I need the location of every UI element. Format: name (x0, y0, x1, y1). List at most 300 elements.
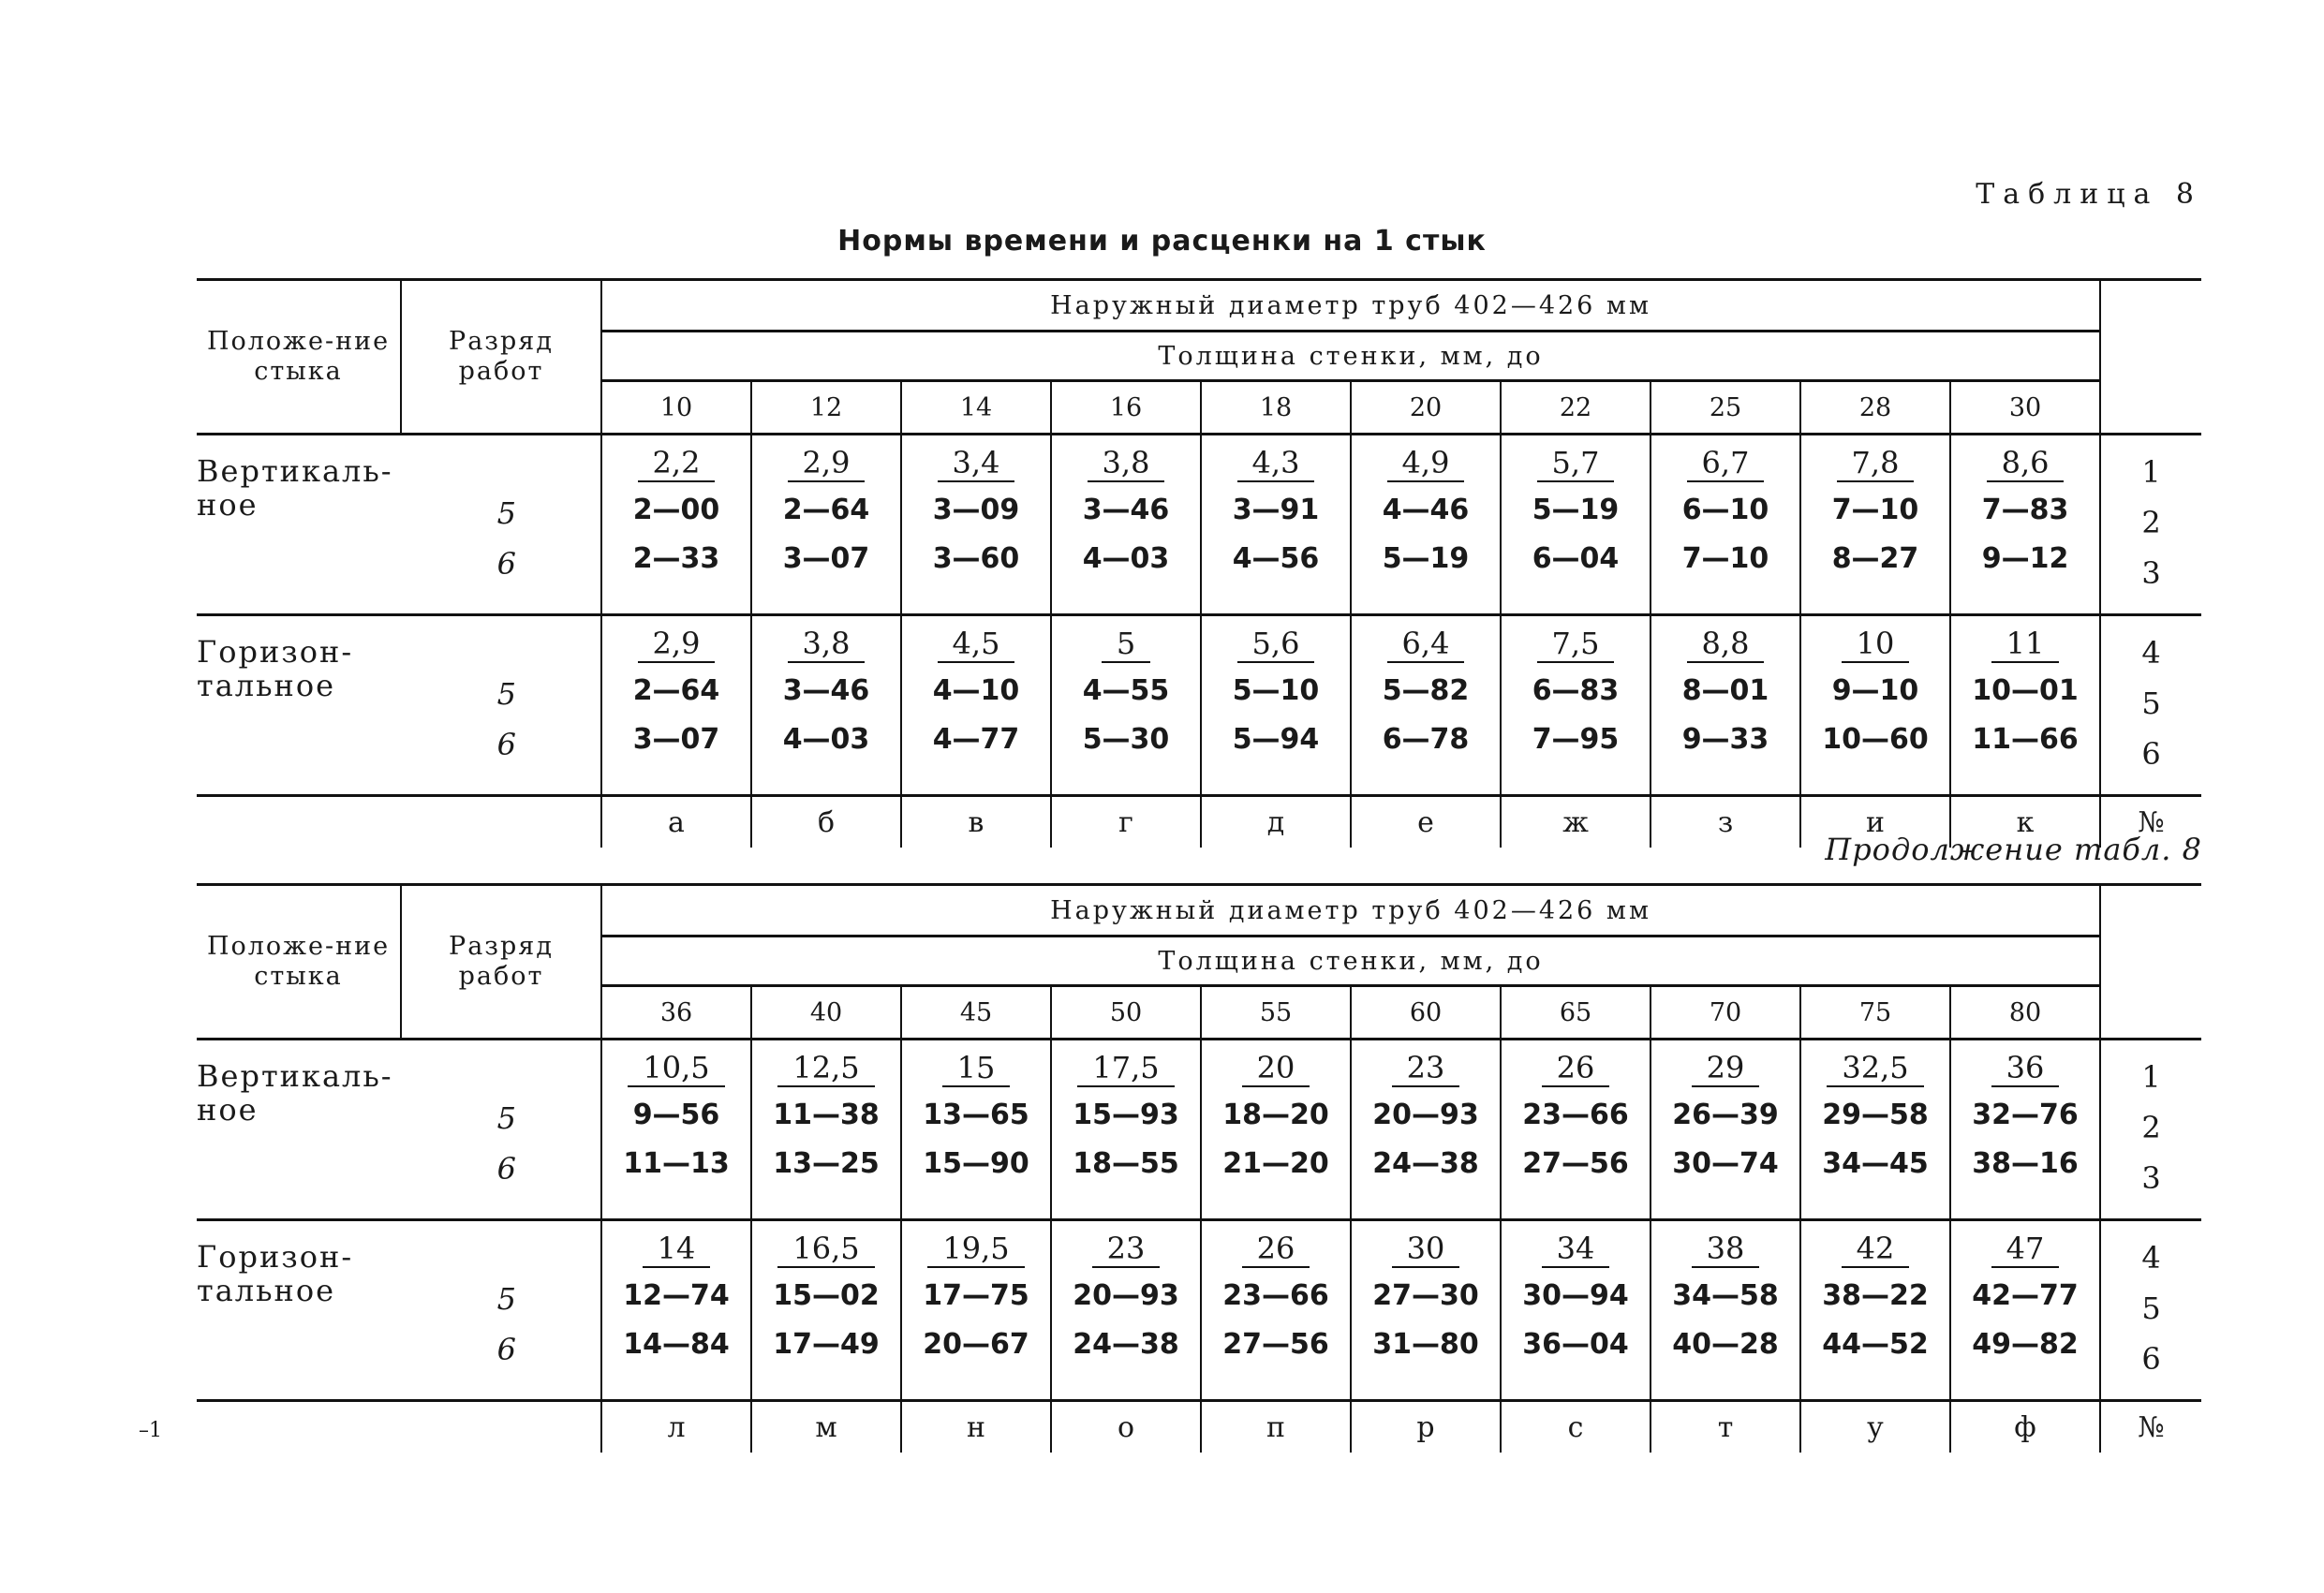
column-letter-cell (1501, 796, 1650, 848)
price-grade-5: 30—94 (1522, 1279, 1629, 1312)
value-cell (1950, 1220, 2100, 1401)
price-grade-6: 21—20 (1222, 1147, 1329, 1180)
header-wall-label: Толщина стенки, мм, до (1158, 946, 1544, 976)
price-grade-6: 38—16 (1972, 1147, 2079, 1180)
value-cell (601, 435, 751, 615)
thickness-value: 28 (1858, 392, 1892, 422)
value-cell (901, 1220, 1051, 1401)
thickness-value: 55 (1259, 997, 1293, 1027)
row-number: 1 (2141, 1059, 2161, 1095)
number-symbol: № (2138, 1410, 2165, 1444)
time-norm: 26 (1242, 1232, 1310, 1268)
column-letter: е (1417, 805, 1434, 839)
price-grade-6: 2—33 (632, 542, 720, 575)
row-numbers-horizontal (2100, 1220, 2201, 1401)
column-letter: н (967, 1410, 985, 1444)
price-grade-5: 4—10 (932, 674, 1020, 707)
value-cell (901, 1040, 1051, 1220)
time-norm: 2,2 (638, 447, 716, 482)
row-number: 3 (2141, 1160, 2161, 1196)
time-norm: 42 (1842, 1232, 1910, 1268)
column-letter: п (1266, 1410, 1285, 1444)
column-letter-cell (1351, 796, 1501, 848)
time-norm: 7,5 (1537, 627, 1615, 663)
price-grade-6: 7—95 (1532, 723, 1620, 756)
grade-value: 5 (496, 1281, 516, 1317)
thickness-cell (901, 986, 1051, 1040)
price-grade-5: 26—39 (1672, 1099, 1779, 1131)
time-norm: 34 (1542, 1232, 1610, 1268)
price-grade-5: 12—74 (623, 1279, 730, 1312)
time-norm: 38 (1692, 1232, 1760, 1268)
thickness-cell (1800, 986, 1950, 1040)
grade-value: 6 (496, 1151, 516, 1187)
value-cell (1501, 1220, 1650, 1401)
value-cell (1800, 1040, 1950, 1220)
price-grade-6: 7—10 (1681, 542, 1769, 575)
price-grade-6: 3—60 (932, 542, 1020, 575)
thickness-cell (1800, 381, 1950, 435)
value-cell (1950, 435, 2100, 615)
header-grade-label: Разряд работ (449, 932, 554, 991)
grades-vertical (401, 435, 601, 615)
column-letter-cell (601, 796, 751, 848)
position-horizontal (197, 615, 401, 796)
price-grade-6: 6—04 (1532, 542, 1620, 575)
position-label: Горизон-тальное (197, 634, 354, 703)
price-grade-6: 20—67 (923, 1328, 1029, 1361)
price-grade-6: 44—52 (1822, 1328, 1929, 1361)
row-numbers-horizontal (2100, 615, 2201, 796)
thickness-cell (1051, 986, 1201, 1040)
header-wall (601, 937, 2100, 986)
column-letter: з (1717, 805, 1734, 839)
value-cell (1201, 1220, 1351, 1401)
header-wall (601, 332, 2100, 381)
position-label: Вертикаль-ное (197, 453, 393, 523)
price-grade-5: 4—55 (1082, 674, 1170, 707)
price-grade-6: 36—04 (1522, 1328, 1629, 1361)
thickness-value: 30 (2008, 392, 2042, 422)
grade-value: 6 (496, 1332, 516, 1367)
price-grade-5: 34—58 (1672, 1279, 1779, 1312)
header-position-label: Положе-ние стыка (206, 932, 391, 991)
norms-table-part-2 (197, 883, 2201, 1453)
price-grade-5: 5—10 (1232, 674, 1320, 707)
value-cell (601, 1040, 751, 1220)
column-letter-cell (901, 796, 1051, 848)
time-norm: 5,7 (1537, 447, 1615, 482)
thickness-value: 70 (1709, 997, 1742, 1027)
header-row (197, 885, 2201, 937)
price-grade-5: 27—30 (1372, 1279, 1479, 1312)
time-norm: 5,6 (1237, 627, 1315, 663)
price-grade-5: 6—83 (1532, 674, 1620, 707)
thickness-cell (1351, 986, 1501, 1040)
price-grade-5: 2—64 (632, 674, 720, 707)
time-norm: 36 (1991, 1052, 2060, 1087)
time-norm: 6,4 (1387, 627, 1465, 663)
price-grade-5: 20—93 (1372, 1099, 1479, 1131)
column-letter-cell (1650, 1401, 1800, 1453)
position-vertical (197, 435, 401, 615)
thickness-cell (751, 986, 901, 1040)
price-grade-6: 15—90 (923, 1147, 1029, 1180)
header-diameter (601, 885, 2100, 937)
column-letter-cell (751, 796, 901, 848)
thickness-cell (1201, 986, 1351, 1040)
thickness-cell (1501, 986, 1650, 1040)
price-grade-6: 3—07 (632, 723, 720, 756)
price-grade-5: 23—66 (1522, 1099, 1629, 1131)
price-grade-5: 38—22 (1822, 1279, 1929, 1312)
price-grade-5: 7—10 (1831, 494, 1919, 526)
price-grade-5: 3—91 (1232, 494, 1320, 526)
time-norm: 3,4 (938, 447, 1015, 482)
thickness-value: 75 (1858, 997, 1892, 1027)
column-letter: о (1117, 1410, 1135, 1444)
price-grade-6: 11—66 (1972, 723, 2079, 756)
value-cell (1800, 615, 1950, 796)
price-grade-6: 30—74 (1672, 1147, 1779, 1180)
value-cell (601, 615, 751, 796)
column-letter-cell (1800, 796, 1950, 848)
value-cell (1650, 615, 1800, 796)
price-grade-5: 23—66 (1222, 1279, 1329, 1312)
price-grade-5: 2—00 (632, 494, 720, 526)
column-letter-cell (1351, 1401, 1501, 1453)
row-horizontal (197, 1220, 2201, 1401)
header-wall-label: Толщина стенки, мм, до (1158, 341, 1544, 371)
position-label: Вертикаль-ное (197, 1058, 393, 1128)
time-norm: 14 (643, 1232, 711, 1268)
price-grade-6: 34—45 (1822, 1147, 1929, 1180)
row-vertical (197, 435, 2201, 615)
time-norm: 23 (1392, 1052, 1460, 1087)
price-grade-6: 10—60 (1822, 723, 1929, 756)
price-grade-6: 3—07 (782, 542, 870, 575)
table2-grid (197, 883, 2201, 1453)
column-letter: д (1266, 805, 1285, 839)
page-mark: –1 (139, 1419, 162, 1442)
time-norm: 10,5 (628, 1052, 724, 1087)
time-norm: 2,9 (638, 627, 716, 663)
time-norm: 2,9 (788, 447, 866, 482)
header-number-col (2100, 885, 2201, 1040)
grade-value: 6 (496, 546, 516, 582)
column-letter: т (1717, 1410, 1734, 1444)
thickness-cell (1950, 381, 2100, 435)
table1-grid (197, 278, 2201, 848)
value-cell (1051, 1040, 1201, 1220)
thickness-cell (1950, 986, 2100, 1040)
time-norm: 16,5 (777, 1232, 874, 1268)
grades-horizontal (401, 1220, 601, 1401)
value-cell (751, 1220, 901, 1401)
time-norm: 5 (1102, 627, 1150, 663)
value-cell (1950, 615, 2100, 796)
price-grade-6: 49—82 (1972, 1328, 2079, 1361)
value-cell (751, 435, 901, 615)
value-cell (1501, 1040, 1650, 1220)
price-grade-5: 13—65 (923, 1099, 1029, 1131)
price-grade-6: 27—56 (1522, 1147, 1629, 1180)
thickness-cell (1051, 381, 1201, 435)
value-cell (1351, 435, 1501, 615)
column-letter-cell (751, 1401, 901, 1453)
row-horizontal (197, 615, 2201, 796)
price-grade-6: 5—30 (1082, 723, 1170, 756)
value-cell (1800, 1220, 1950, 1401)
thickness-cell (751, 381, 901, 435)
thickness-value: 60 (1409, 997, 1443, 1027)
price-grade-6: 6—78 (1382, 723, 1470, 756)
time-norm: 30 (1392, 1232, 1460, 1268)
thickness-cell (901, 381, 1051, 435)
letters-empty (401, 1401, 601, 1453)
table-title: Нормы времени и расценки на 1 стык (837, 225, 1487, 258)
column-letter: с (1567, 1410, 1584, 1444)
column-letter: г (1118, 805, 1133, 839)
column-letter: а (668, 805, 685, 839)
time-norm: 6,7 (1687, 447, 1765, 482)
thickness-value: 12 (809, 392, 843, 422)
norms-table-part-1 (197, 278, 2201, 848)
price-grade-5: 4—46 (1382, 494, 1470, 526)
time-norm: 3,8 (1088, 447, 1165, 482)
header-diameter-label: Наружный диаметр труб 402—426 мм (1050, 290, 1651, 320)
row-number: 6 (2141, 736, 2161, 772)
column-letter-cell (1501, 1401, 1650, 1453)
price-grade-5: 3—46 (1082, 494, 1170, 526)
grade-value: 5 (496, 1100, 516, 1136)
price-grade-6: 31—80 (1372, 1328, 1479, 1361)
row-number: 2 (2141, 505, 2161, 540)
price-grade-5: 17—75 (923, 1279, 1029, 1312)
header-grade (401, 885, 601, 1040)
price-grade-5: 42—77 (1972, 1279, 2079, 1312)
column-letter-cell (1950, 1401, 2100, 1453)
row-number: 4 (2141, 1240, 2161, 1276)
time-norm: 8,6 (1987, 447, 2065, 482)
value-cell (1051, 1220, 1201, 1401)
price-grade-6: 24—38 (1372, 1147, 1479, 1180)
price-grade-6: 14—84 (623, 1328, 730, 1361)
time-norm: 23 (1092, 1232, 1161, 1268)
letters-row (197, 1401, 2201, 1453)
price-grade-5: 15—93 (1073, 1099, 1179, 1131)
price-grade-6: 17—49 (773, 1328, 880, 1361)
column-letter: л (667, 1410, 686, 1444)
row-numbers-vertical (2100, 1040, 2201, 1220)
thickness-value: 50 (1109, 997, 1143, 1027)
price-grade-5: 20—93 (1073, 1279, 1179, 1312)
price-grade-6: 5—94 (1232, 723, 1320, 756)
time-norm: 8,8 (1687, 627, 1765, 663)
header-diameter-label: Наружный диаметр труб 402—426 мм (1050, 895, 1651, 925)
thickness-value: 18 (1259, 392, 1293, 422)
column-letter-cell (1201, 1401, 1351, 1453)
column-letter: р (1416, 1410, 1435, 1444)
thickness-value: 20 (1409, 392, 1443, 422)
value-cell (1351, 615, 1501, 796)
time-norm: 10 (1842, 627, 1910, 663)
column-letter-cell (1950, 796, 2100, 848)
grade-value: 6 (496, 727, 516, 762)
time-norm: 29 (1692, 1052, 1760, 1087)
price-grade-5: 2—64 (782, 494, 870, 526)
letters-row (197, 796, 2201, 848)
row-numbers-vertical (2100, 435, 2201, 615)
thickness-cell (601, 381, 751, 435)
time-norm: 47 (1991, 1232, 2060, 1268)
position-label: Горизон-тальное (197, 1239, 354, 1308)
column-letter-cell (601, 1401, 751, 1453)
price-grade-6: 11—13 (623, 1147, 730, 1180)
value-cell (1650, 1220, 1800, 1401)
thickness-cell (601, 986, 751, 1040)
value-cell (1351, 1040, 1501, 1220)
price-grade-6: 18—55 (1073, 1147, 1179, 1180)
column-letter: в (968, 805, 984, 839)
price-grade-5: 29—58 (1822, 1099, 1929, 1131)
price-grade-6: 40—28 (1672, 1328, 1779, 1361)
row-vertical (197, 1040, 2201, 1220)
time-norm: 17,5 (1077, 1052, 1174, 1087)
time-norm: 20 (1242, 1052, 1310, 1087)
thickness-value: 25 (1709, 392, 1742, 422)
letters-empty (197, 1401, 401, 1453)
grades-horizontal (401, 615, 601, 796)
position-vertical (197, 1040, 401, 1220)
column-letter-cell (1201, 796, 1351, 848)
value-cell (1800, 435, 1950, 615)
column-letter-cell (1051, 1401, 1201, 1453)
row-number: 5 (2141, 1291, 2161, 1326)
value-cell (1201, 435, 1351, 615)
letters-empty (197, 796, 401, 848)
price-grade-6: 27—56 (1222, 1328, 1329, 1361)
value-cell (601, 1220, 751, 1401)
letters-empty (401, 796, 601, 848)
thickness-value: 45 (959, 997, 993, 1027)
price-grade-6: 9—12 (1981, 542, 2069, 575)
time-norm: 32,5 (1827, 1052, 1923, 1087)
row-number: 3 (2141, 555, 2161, 591)
thickness-value: 16 (1109, 392, 1143, 422)
price-grade-5: 18—20 (1222, 1099, 1329, 1131)
header-diameter (601, 280, 2100, 332)
time-norm: 4,9 (1387, 447, 1465, 482)
price-grade-5: 5—19 (1532, 494, 1620, 526)
thickness-cell (1501, 381, 1650, 435)
value-cell (1650, 1040, 1800, 1220)
time-norm: 11 (1991, 627, 2060, 663)
price-grade-5: 32—76 (1972, 1099, 2079, 1131)
column-letter-cell (901, 1401, 1051, 1453)
value-cell (901, 615, 1051, 796)
column-letter: ф (2014, 1410, 2036, 1444)
column-letter: ж (1562, 805, 1589, 839)
thickness-cell (1650, 381, 1800, 435)
header-grade (401, 280, 601, 435)
thickness-cell (1650, 986, 1800, 1040)
time-norm: 7,8 (1837, 447, 1915, 482)
price-grade-5: 8—01 (1681, 674, 1769, 707)
price-grade-6: 13—25 (773, 1147, 880, 1180)
time-norm: 12,5 (777, 1052, 874, 1087)
column-letter-cell (1650, 796, 1800, 848)
row-number: 4 (2141, 635, 2161, 671)
price-grade-5: 3—09 (932, 494, 1020, 526)
header-position (197, 885, 401, 1040)
price-grade-5: 6—10 (1681, 494, 1769, 526)
row-number: 6 (2141, 1341, 2161, 1377)
value-cell (1650, 435, 1800, 615)
header-position-label: Положе-ние стыка (206, 327, 391, 386)
price-grade-5: 10—01 (1972, 674, 2079, 707)
thickness-value: 10 (659, 392, 693, 422)
value-cell (1051, 435, 1201, 615)
thickness-value: 65 (1559, 997, 1592, 1027)
price-grade-5: 7—83 (1981, 494, 2069, 526)
column-letter: к (2016, 805, 2035, 839)
value-cell (1051, 615, 1201, 796)
price-grade-6: 5—19 (1382, 542, 1470, 575)
price-grade-5: 9—10 (1831, 674, 1919, 707)
price-grade-6: 4—77 (932, 723, 1020, 756)
row-number: 1 (2141, 454, 2161, 490)
thickness-value: 36 (659, 997, 693, 1027)
continuation-label: Продолжение табл. 8 (1825, 832, 2202, 867)
value-cell (1201, 1040, 1351, 1220)
column-letter: м (815, 1410, 837, 1444)
grade-value: 5 (496, 676, 516, 712)
header-number-col (2100, 280, 2201, 435)
time-norm: 4,3 (1237, 447, 1315, 482)
price-grade-5: 3—46 (782, 674, 870, 707)
time-norm: 15 (942, 1052, 1011, 1087)
thickness-value: 22 (1559, 392, 1592, 422)
price-grade-6: 4—56 (1232, 542, 1320, 575)
number-symbol-cell (2100, 796, 2201, 848)
price-grade-5: 5—82 (1382, 674, 1470, 707)
grade-value: 5 (496, 495, 516, 531)
price-grade-6: 24—38 (1073, 1328, 1179, 1361)
price-grade-5: 15—02 (773, 1279, 880, 1312)
header-row (197, 280, 2201, 332)
row-number: 2 (2141, 1110, 2161, 1145)
row-number: 5 (2141, 686, 2161, 721)
value-cell (1950, 1040, 2100, 1220)
price-grade-6: 4—03 (1082, 542, 1170, 575)
time-norm: 19,5 (927, 1232, 1024, 1268)
table-number-label: Таблица 8 (1976, 178, 2202, 211)
price-grade-6: 9—33 (1681, 723, 1769, 756)
value-cell (1201, 615, 1351, 796)
column-letter: и (1866, 805, 1885, 839)
thickness-cell (1351, 381, 1501, 435)
grades-vertical (401, 1040, 601, 1220)
value-cell (751, 615, 901, 796)
thickness-value: 80 (2008, 997, 2042, 1027)
value-cell (1351, 1220, 1501, 1401)
number-symbol: № (2138, 805, 2165, 839)
thickness-cell (1201, 381, 1351, 435)
column-letter: у (1867, 1410, 1884, 1444)
thickness-value: 14 (959, 392, 993, 422)
value-cell (751, 1040, 901, 1220)
